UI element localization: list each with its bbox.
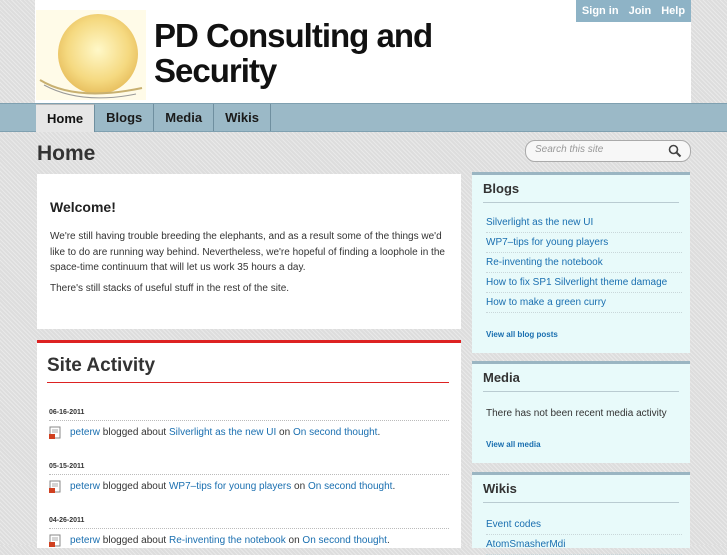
activity-user-link[interactable]: peterw — [70, 427, 101, 438]
help-link[interactable]: Help — [661, 5, 686, 17]
main-nav — [0, 103, 727, 132]
activity-on: on — [294, 481, 306, 492]
search-icon[interactable] — [668, 144, 682, 158]
activity-verb: blogged about — [102, 535, 167, 546]
activity-user-link[interactable]: peterw — [70, 535, 101, 546]
activity-item — [49, 409, 449, 439]
welcome-panel — [37, 174, 461, 329]
activity-post-link[interactable]: WP7–tips for young players — [168, 481, 292, 492]
activity-period: . — [386, 535, 390, 546]
activity-user-link[interactable]: peterw — [70, 481, 101, 492]
activity-blog-link[interactable]: On second thought — [307, 481, 393, 492]
page-title: Home — [37, 142, 96, 165]
activity-period: . — [377, 427, 381, 438]
blog-link[interactable]: WP7–tips for young players — [486, 233, 682, 253]
activity-item — [49, 463, 449, 493]
activity-blog-link[interactable]: On second thought — [302, 535, 387, 546]
welcome-paragraph-2: There's still stacks of useful stuff in the rest of the site. — [50, 283, 290, 294]
wiki-link[interactable]: Event codes — [486, 515, 682, 535]
activity-verb: blogged about — [102, 481, 167, 492]
activity-post-link[interactable]: Re-inventing the notebook — [168, 535, 286, 546]
header — [0, 0, 727, 103]
media-empty-note: There has not been recent media activity — [486, 408, 667, 419]
search-input[interactable] — [525, 140, 691, 162]
media-sidebox — [472, 361, 690, 463]
activity-item — [49, 517, 449, 547]
view-all-blog-posts-link[interactable]: View all blog posts — [486, 330, 558, 339]
blog-link[interactable]: Silverlight as the new UI — [486, 213, 682, 233]
site-title-line2: Security — [154, 52, 277, 89]
search-placeholder: Search this site — [535, 144, 604, 155]
activity-period: . — [392, 481, 396, 492]
tab-blogs[interactable]: Blogs — [95, 104, 154, 131]
blogs-sidebox — [472, 172, 690, 353]
welcome-heading: Welcome! — [50, 199, 116, 215]
activity-date: 06-16-2011 — [49, 409, 449, 421]
join-link[interactable]: Join — [628, 5, 652, 17]
welcome-paragraph: We're still having trouble breeding the elephants, and as a result some of the things we'd like to do are running way behind. Nevertheless, we're hopeful of finding a loophole in the space-time continuum that will let us work 35 hours a day. — [50, 231, 445, 273]
blog-post-icon — [49, 426, 62, 439]
blog-post-icon — [49, 480, 62, 493]
wikis-list — [486, 515, 682, 555]
blog-link[interactable]: How to fix SP1 Silverlight theme damage — [486, 273, 682, 293]
activity-verb: blogged about — [102, 427, 167, 438]
activity-date: 04-26-2011 — [49, 517, 449, 529]
wikis-sidebox — [472, 472, 690, 548]
blog-link[interactable]: How to make a green curry — [486, 293, 682, 313]
site-activity-heading: Site Activity — [47, 355, 449, 383]
media-sidebox-title: Media — [483, 370, 679, 392]
wiki-link[interactable]: AtomSmasherMdi — [486, 535, 682, 555]
blog-post-icon — [49, 534, 62, 547]
user-links — [576, 0, 691, 22]
site-activity-panel — [37, 340, 461, 548]
activity-on: on — [288, 535, 300, 546]
tab-media[interactable]: Media — [154, 104, 214, 131]
site-title-line1: PD Consulting and — [154, 17, 433, 54]
activity-on: on — [279, 427, 291, 438]
sign-in-link[interactable]: Sign in — [581, 5, 619, 17]
view-all-media-link[interactable]: View all media — [486, 440, 541, 449]
wikis-sidebox-title: Wikis — [483, 481, 679, 503]
activity-blog-link[interactable]: On second thought — [292, 427, 378, 438]
blogs-list — [486, 213, 682, 313]
activity-post-link[interactable]: Silverlight as the new UI — [168, 427, 277, 438]
blog-link[interactable]: Re-inventing the notebook — [486, 253, 682, 273]
tab-wikis[interactable]: Wikis — [214, 104, 271, 131]
blogs-sidebox-title: Blogs — [483, 181, 679, 203]
site-title — [154, 18, 474, 88]
site-logo[interactable] — [36, 10, 146, 100]
activity-date: 05-15-2011 — [49, 463, 449, 475]
tab-home[interactable]: Home — [36, 104, 95, 132]
